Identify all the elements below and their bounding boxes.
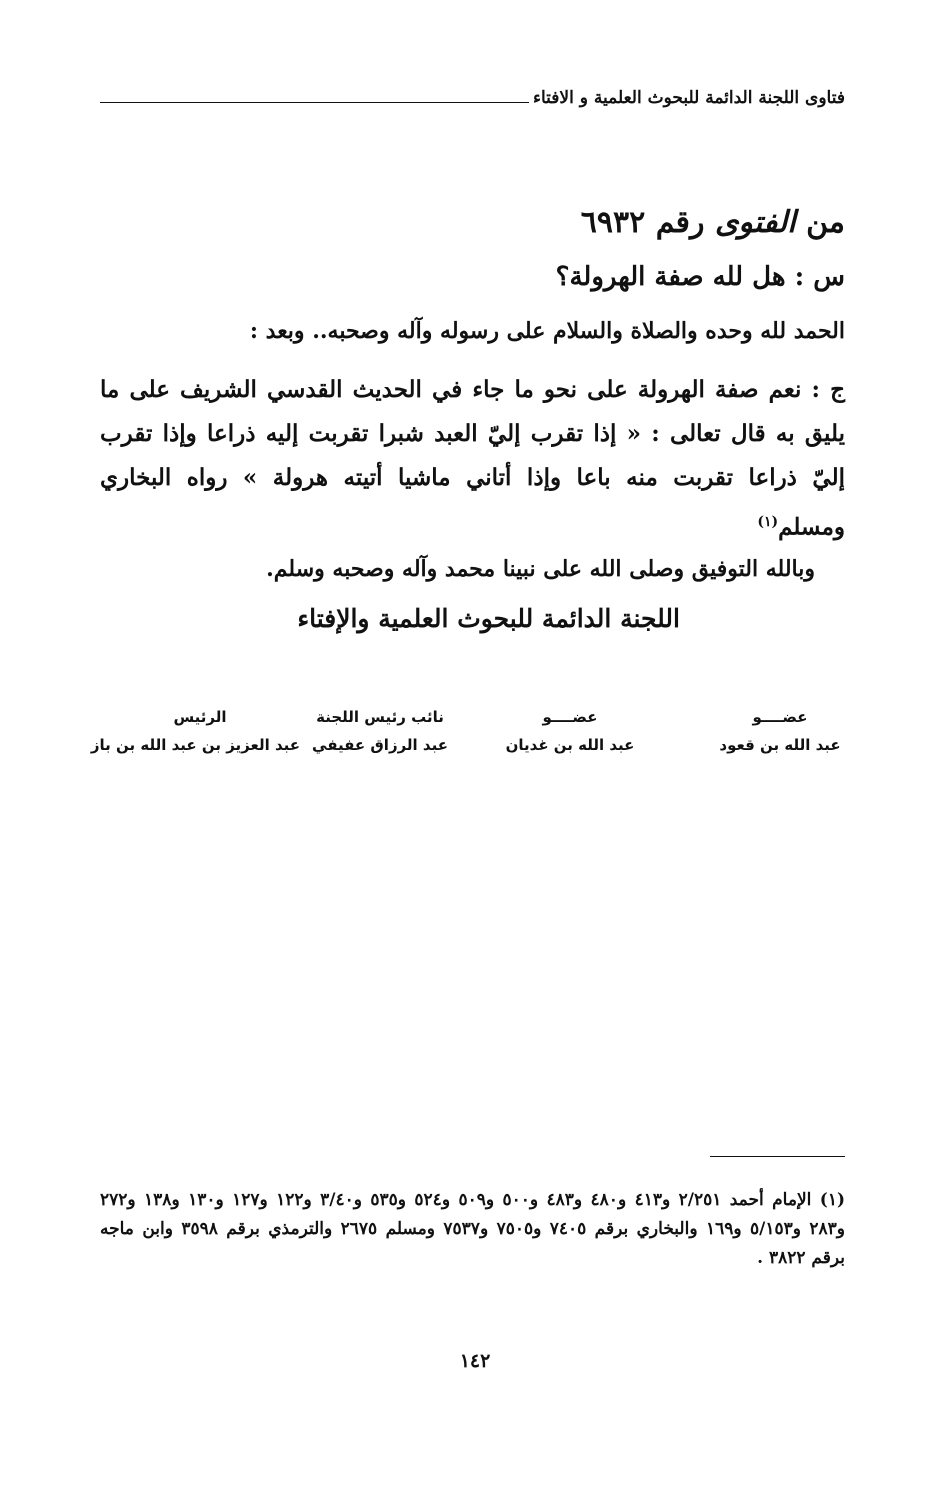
fatwa-heading-prefix: من: [806, 205, 845, 240]
signatory-name: عبد الرزاق عفيفي: [312, 736, 448, 754]
fatwa-heading-word: الفتوى: [714, 205, 796, 240]
footnote-marker: (١): [757, 514, 779, 530]
signatory-name: عبد الله بن قعود: [719, 736, 841, 754]
signatory: [495, 708, 645, 754]
fatwa-heading: [581, 205, 845, 240]
question: س : هل لله صفة الهرولة؟: [555, 262, 845, 292]
running-header-title: فتاوى اللجنة الدائمة للبحوث العلمية و الافتاء: [533, 88, 845, 108]
closing-line: وبالله التوفيق وصلى الله على نبينا محمد وآله وصحبه وسلم.: [266, 556, 815, 582]
footnote: (١) الإمام أحمد ٢/٢٥١ و٤١٣ و٤٨٠ و٤٨٣ و٥٠٠ و٥٠٩ و٥٢٤ و٥٣٥ و٣/٤٠ و١٢٢ و١٢٧ و١٣٠ و١٣٨ و٢٧٢ و٢٨٣ و٥/١٥٣ و١٦٩ والبخاري برقم ٧٤٠٥ و٧٥٠٥ و٧٥٣٧ ومسلم ٢٦٧٥ والترمذي برقم ٣٥٩٨ وابن ماجه برقم ٣٨٢٢ .: [100, 1190, 845, 1268]
signatory: [300, 708, 460, 754]
signatory-name: عبد العزيز بن عبد الله بن باز: [90, 736, 300, 754]
signatory: [90, 708, 300, 754]
header-rule: [100, 102, 529, 103]
committee-name: اللجنة الدائمة للبحوث العلمية والإفتاء: [297, 604, 680, 633]
page-number: ١٤٢: [459, 1350, 491, 1372]
footnote-divider: [710, 1156, 845, 1157]
signatory: [715, 708, 845, 754]
answer-paragraph: [100, 368, 845, 550]
answer-text: ج : نعم صفة الهرولة على نحو ما جاء في الحديث القدسي الشريف على ما يليق به قال تعالى : « إذا تقرب إليّ العبد شبرا تقربت إليه ذراعا وإذا تقرب إليّ ذراعا تقربت منه باعا وإذا أتاني ماشيا أتيته هرولة » رواه البخاري ومسلم: [100, 376, 845, 541]
signatory-title: عضــــو: [752, 708, 808, 726]
signatory-title: عضــــو: [542, 708, 598, 726]
fatwa-heading-number: رقم ٦٩٣٢: [580, 205, 705, 240]
running-header: [100, 88, 845, 108]
signatory-title: نائب رئيس اللجنة: [316, 708, 444, 726]
signatory-name: عبد الله بن غديان: [505, 736, 635, 754]
signatory-title: الرئيس: [173, 708, 227, 726]
signatories: [90, 708, 845, 768]
intro-line: الحمد لله وحده والصلاة والسلام على رسوله وآله وصحبه.. وبعد :: [249, 318, 845, 344]
